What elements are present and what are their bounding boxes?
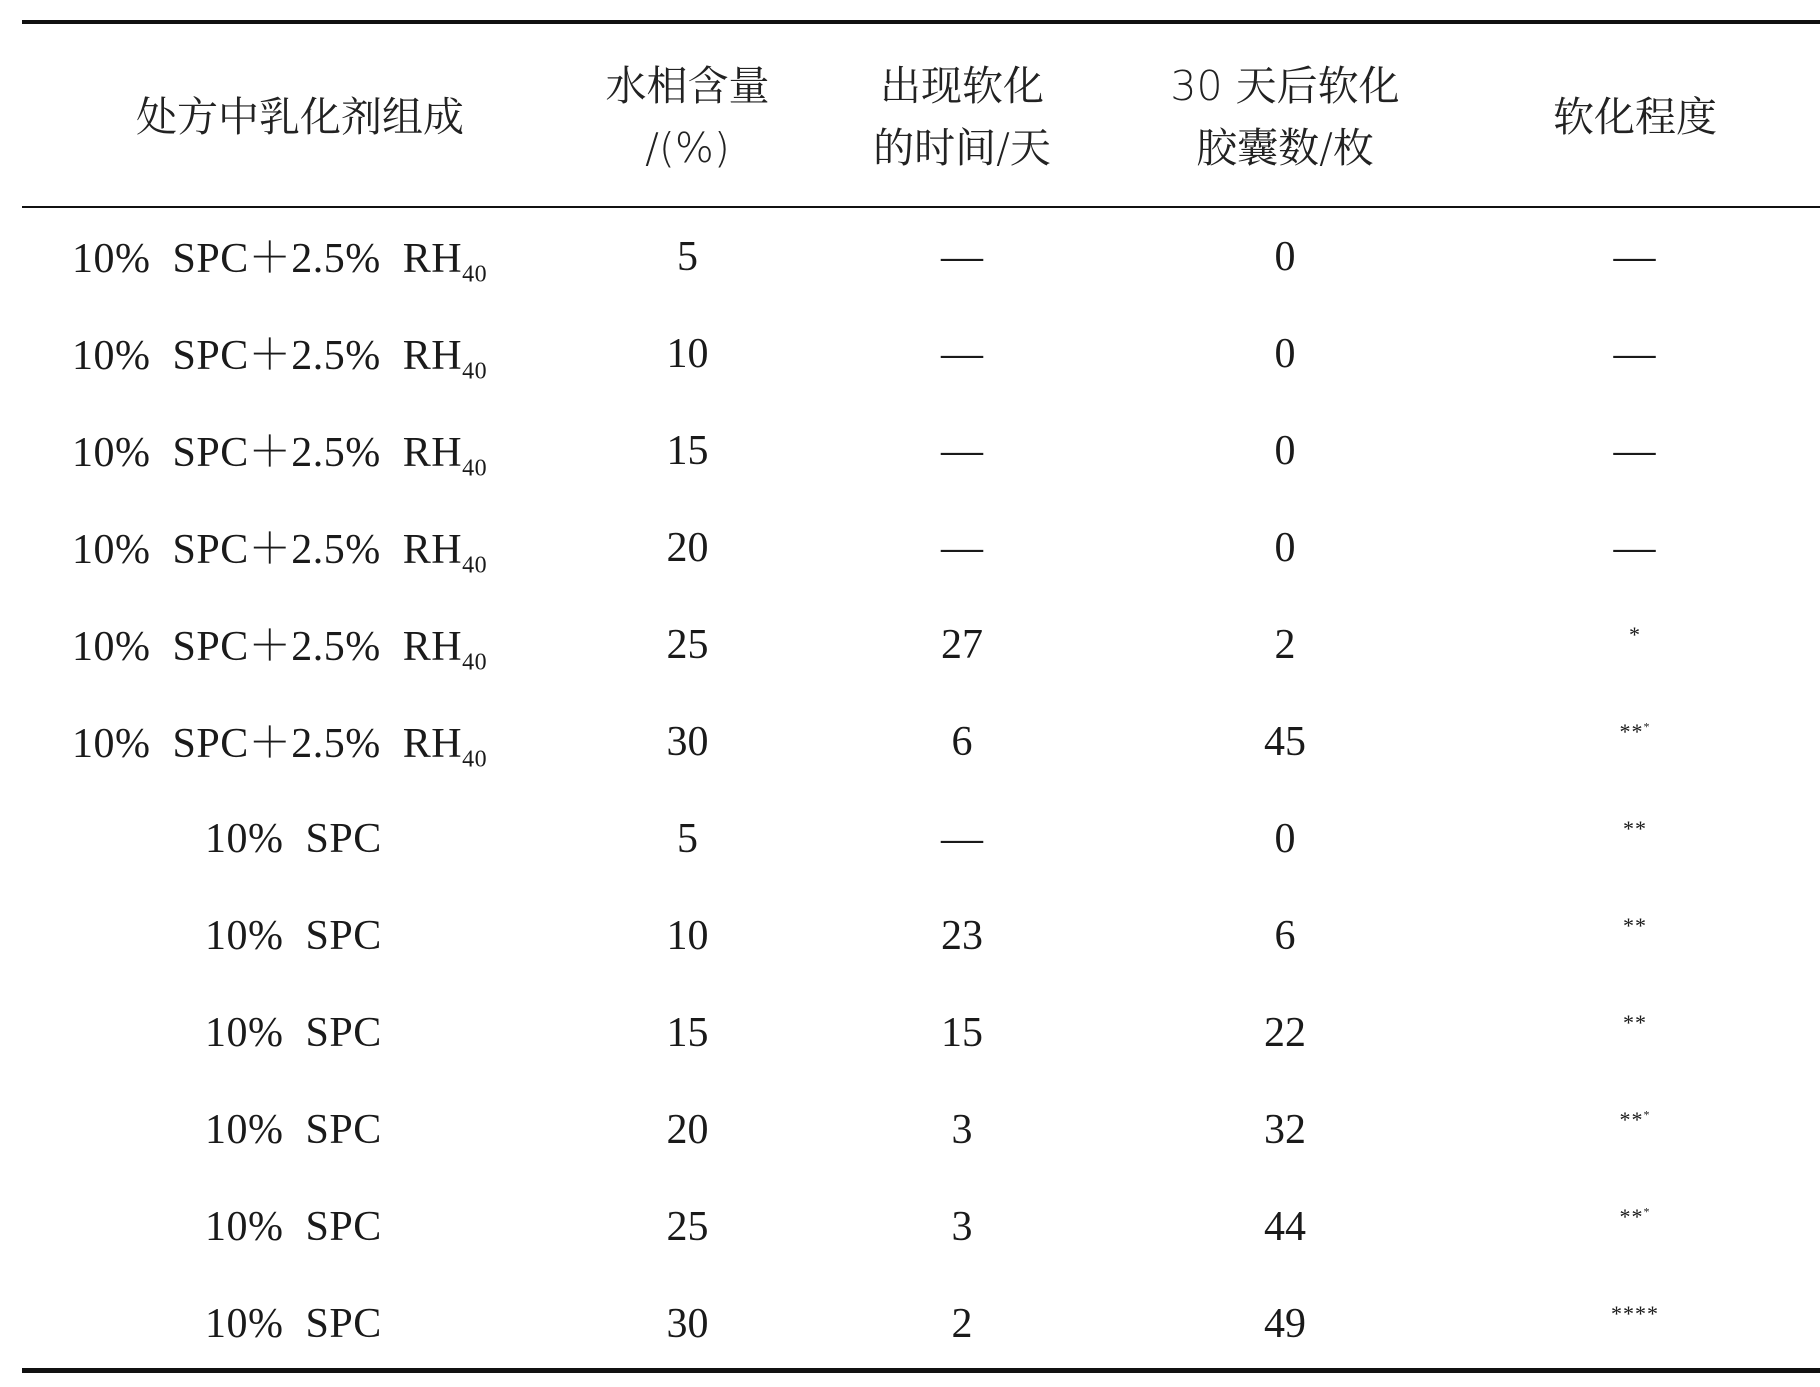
cell-softening-onset-days	[822, 693, 1102, 790]
cell-softening-onset-days	[822, 1275, 1102, 1372]
composition-text: 10% SPC	[205, 1300, 382, 1347]
softening-degree-superscript: *	[1643, 719, 1651, 734]
header-emulsifier-composition: 处方中乳化剂组成	[136, 93, 464, 141]
cell-emulsifier-composition	[72, 208, 632, 305]
cell-water-phase-content-value: 30	[666, 1300, 709, 1347]
cell-softening-onset-days-value: 3	[951, 1203, 973, 1250]
cell-softening-onset-days	[822, 1178, 1102, 1275]
cell-softening-degree	[1470, 596, 1800, 693]
header-softening-degree: 软化程度	[1553, 93, 1717, 141]
composition-subscript: 40	[462, 649, 488, 676]
cell-water-phase-content	[570, 1081, 805, 1178]
cell-water-phase-content	[570, 402, 805, 499]
table-row	[0, 1081, 1820, 1178]
cell-water-phase-content-value: 15	[666, 427, 709, 474]
cell-water-phase-content-value: 10	[666, 912, 709, 959]
composition-text: 10% SPC＋2.5% RH	[72, 429, 463, 476]
header-softened-capsules-30-days: 30 天后软化 胶囊数/枚	[1170, 62, 1400, 172]
cell-water-phase-content	[570, 208, 805, 305]
table-row	[0, 790, 1820, 887]
cell-softened-capsule-count	[1130, 305, 1440, 402]
composition-subscript: 40	[462, 552, 488, 579]
cell-softened-capsule-count	[1130, 790, 1440, 887]
table-row	[0, 208, 1820, 305]
composition-text: 10% SPC＋2.5% RH	[72, 235, 463, 282]
softening-degree-value: *	[1629, 621, 1641, 647]
cell-softening-onset-days	[822, 1081, 1102, 1178]
cell-softened-capsule-count-value: 0	[1274, 815, 1296, 862]
table-row	[0, 887, 1820, 984]
cell-water-phase-content-value: 5	[677, 233, 698, 280]
cell-softened-capsule-count	[1130, 1081, 1440, 1178]
cell-softened-capsule-count	[1130, 596, 1440, 693]
cell-softening-onset-days-value: 2	[951, 1300, 973, 1347]
cell-softening-onset-days-value: 3	[951, 1106, 973, 1153]
cell-water-phase-content	[570, 305, 805, 402]
softening-degree-value: ****	[1611, 1300, 1659, 1326]
cell-water-phase-content	[570, 693, 805, 790]
cell-softening-degree	[1470, 984, 1800, 1081]
cell-softening-onset-days-value: —	[941, 233, 983, 280]
softening-degree-superscript: *	[1643, 1107, 1651, 1122]
cell-softened-capsule-count	[1130, 984, 1440, 1081]
composition-text: 10% SPC	[205, 1203, 382, 1250]
cell-softened-capsule-count	[1130, 499, 1440, 596]
cell-softening-onset-days	[822, 305, 1102, 402]
softening-degree-value: **	[1623, 1009, 1647, 1035]
table-row	[0, 1178, 1820, 1275]
cell-water-phase-content-value: 5	[677, 815, 698, 862]
cell-softening-onset-days-value: 15	[941, 1009, 983, 1056]
softening-degree-superscript: *	[1643, 1204, 1651, 1219]
cell-water-phase-content-value: 25	[666, 621, 709, 668]
cell-softening-degree	[1470, 1275, 1800, 1372]
cell-water-phase-content	[570, 790, 805, 887]
cell-softening-onset-days	[822, 984, 1102, 1081]
cell-softening-degree	[1470, 693, 1800, 790]
table-top-rule	[22, 20, 1820, 24]
composition-text: 10% SPC	[205, 912, 382, 959]
composition-text: 10% SPC＋2.5% RH	[72, 332, 463, 379]
cell-softening-degree	[1470, 887, 1800, 984]
cell-water-phase-content	[570, 1178, 805, 1275]
table-row	[0, 499, 1820, 596]
cell-softened-capsule-count-value: 0	[1274, 330, 1296, 377]
cell-softened-capsule-count	[1130, 208, 1440, 305]
softening-degree-value: **	[1623, 912, 1647, 938]
cell-softening-onset-days	[822, 887, 1102, 984]
cell-water-phase-content-value: 25	[666, 1203, 709, 1250]
softening-degree-value: **	[1619, 1203, 1644, 1229]
cell-softening-onset-days-value: 23	[941, 912, 983, 959]
composition-text: 10% SPC＋2.5% RH	[72, 720, 463, 767]
composition-text: 10% SPC＋2.5% RH	[72, 623, 463, 670]
cell-softening-degree	[1470, 1178, 1800, 1275]
composition-text: 10% SPC＋2.5% RH	[72, 526, 463, 573]
cell-water-phase-content-value: 20	[666, 1106, 709, 1153]
cell-softened-capsule-count	[1130, 402, 1440, 499]
table-row	[0, 984, 1820, 1081]
cell-emulsifier-composition	[72, 402, 632, 499]
table-row	[0, 402, 1820, 499]
cell-softening-degree	[1470, 305, 1800, 402]
table-row	[0, 305, 1820, 402]
table-row	[0, 693, 1820, 790]
cell-softening-onset-days-value: 6	[951, 718, 973, 765]
cell-softened-capsule-count-value: 6	[1274, 912, 1296, 959]
cell-emulsifier-composition	[72, 499, 632, 596]
cell-softening-onset-days	[822, 790, 1102, 887]
composition-subscript: 40	[462, 746, 488, 773]
cell-softened-capsule-count-value: 49	[1264, 1300, 1306, 1347]
softening-degree-value: —	[1613, 524, 1657, 571]
cell-water-phase-content	[570, 1275, 805, 1372]
softening-degree-value: **	[1623, 815, 1647, 841]
cell-softened-capsule-count-value: 2	[1274, 621, 1296, 668]
cell-softening-onset-days-value: —	[941, 524, 983, 571]
cell-softened-capsule-count	[1130, 1178, 1440, 1275]
composition-subscript: 40	[462, 358, 488, 385]
cell-emulsifier-composition	[72, 693, 632, 790]
cell-softening-degree	[1470, 790, 1800, 887]
cell-water-phase-content	[570, 499, 805, 596]
table-row	[0, 596, 1820, 693]
cell-softened-capsule-count-value: 0	[1274, 233, 1296, 280]
cell-water-phase-content-value: 20	[666, 524, 709, 571]
cell-softened-capsule-count	[1130, 887, 1440, 984]
cell-softening-onset-days-value: —	[941, 427, 983, 474]
header-softening-onset-days: 出现软化 的时间/天	[873, 62, 1051, 172]
header-water-phase-content: 水相含量 /(%)	[605, 62, 770, 172]
cell-water-phase-content-value: 15	[666, 1009, 709, 1056]
cell-softened-capsule-count-value: 22	[1264, 1009, 1306, 1056]
cell-emulsifier-composition	[72, 305, 632, 402]
cell-softened-capsule-count-value: 44	[1264, 1203, 1306, 1250]
cell-softening-onset-days-value: —	[941, 330, 983, 377]
cell-water-phase-content-value: 10	[666, 330, 709, 377]
cell-softened-capsule-count	[1130, 693, 1440, 790]
cell-softened-capsule-count-value: 45	[1264, 718, 1306, 765]
cell-water-phase-content	[570, 596, 805, 693]
softening-degree-value: —	[1613, 330, 1657, 377]
cell-softened-capsule-count-value: 0	[1274, 524, 1296, 571]
cell-emulsifier-composition	[72, 596, 632, 693]
composition-text: 10% SPC	[205, 1009, 382, 1056]
softening-degree-value: **	[1619, 718, 1644, 744]
cell-softening-degree	[1470, 1081, 1800, 1178]
cell-water-phase-content-value: 30	[666, 718, 709, 765]
cell-softened-capsule-count	[1130, 1275, 1440, 1372]
composition-text: 10% SPC	[205, 1106, 382, 1153]
cell-softening-degree	[1470, 208, 1800, 305]
table-row	[0, 1275, 1820, 1372]
cell-water-phase-content	[570, 887, 805, 984]
softening-degree-value: **	[1619, 1106, 1644, 1132]
cell-softening-onset-days-value: 27	[941, 621, 983, 668]
cell-softened-capsule-count-value: 0	[1274, 427, 1296, 474]
cell-softening-onset-days	[822, 499, 1102, 596]
cell-water-phase-content	[570, 984, 805, 1081]
cell-softening-onset-days	[822, 402, 1102, 499]
composition-subscript: 40	[462, 455, 488, 482]
composition-subscript: 40	[462, 261, 488, 288]
table-bottom-rule	[22, 1368, 1820, 1373]
cell-softening-degree	[1470, 499, 1800, 596]
cell-softening-onset-days	[822, 208, 1102, 305]
cell-softening-onset-days	[822, 596, 1102, 693]
softening-degree-value: —	[1613, 233, 1657, 280]
composition-text: 10% SPC	[205, 815, 382, 862]
cell-softening-degree	[1470, 402, 1800, 499]
cell-softened-capsule-count-value: 32	[1264, 1106, 1306, 1153]
softening-degree-value: —	[1613, 427, 1657, 474]
cell-softening-onset-days-value: —	[941, 815, 983, 862]
